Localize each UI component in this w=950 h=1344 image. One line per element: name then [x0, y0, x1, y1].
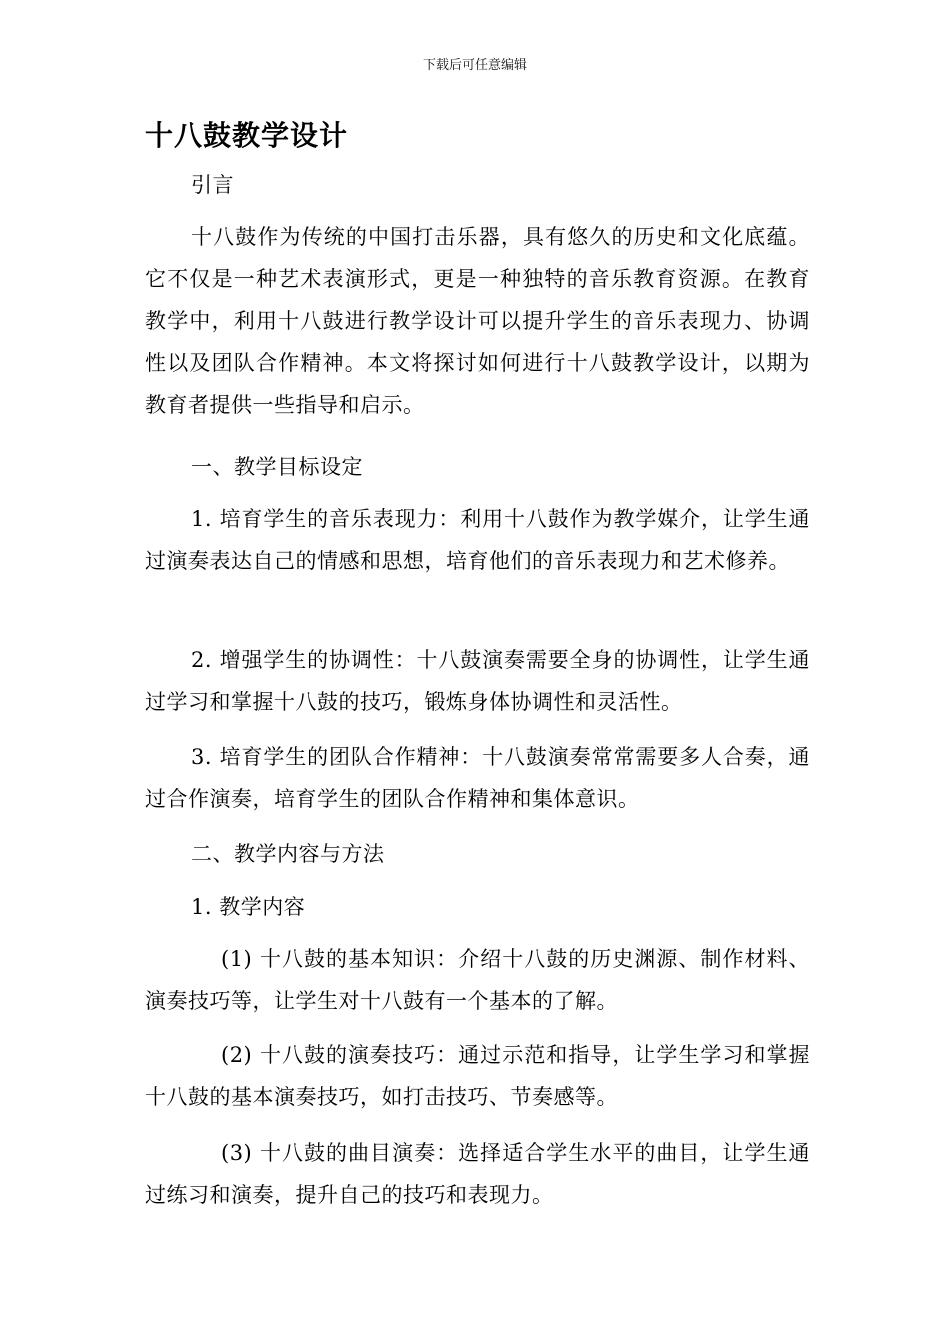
intro-heading: 引言 — [191, 173, 234, 197]
content-item-1: (1) 十八鼓的基本知识：介绍十八鼓的历史渊源、制作材料、演奏技巧等，让学生对十八鼓有一个基本的了解。 — [145, 947, 810, 1013]
document-title: 十八鼓教学设计 — [145, 119, 349, 152]
subheading-content: 1. 教学内容 — [191, 895, 306, 919]
section-heading-goals: 一、教学目标设定 — [191, 455, 363, 479]
content-item-3: (3) 十八鼓的曲目演奏：选择适合学生水平的曲目，让学生通过练习和演奏，提升自己的技巧和表现力。 — [145, 1141, 810, 1207]
goal-item-2: 2. 增强学生的协调性：十八鼓演奏需要全身的协调性，让学生通过学习和掌握十八鼓的技巧，锻炼身体协调性和灵活性。 — [145, 648, 810, 714]
intro-paragraph: 十八鼓作为传统的中国打击乐器，具有悠久的历史和文化底蕴。它不仅是一种艺术表演形式，更是一种独特的音乐教育资源。在教育教学中，利用十八鼓进行教学设计可以提升学生的音乐表现力、协调性以及团队合作精神。本文将探讨如何进行十八鼓教学设计，以期为教育者提供一些指导和启示。 — [145, 225, 810, 417]
content-item-2: (2) 十八鼓的演奏技巧：通过示范和指导，让学生学习和掌握十八鼓的基本演奏技巧，如打击技巧、节奏感等。 — [145, 1043, 810, 1109]
page-header-note: 下载后可任意编辑 — [422, 58, 527, 73]
goal-item-1: 1. 培育学生的音乐表现力：利用十八鼓作为教学媒介，让学生通过演奏表达自己的情感和思想，培育他们的音乐表现力和艺术修养。 — [145, 507, 810, 573]
section-heading-content-methods: 二、教学内容与方法 — [191, 842, 385, 866]
goal-item-3: 3. 培育学生的团队合作精神：十八鼓演奏常常需要多人合奏，通过合作演奏，培育学生的团队合作精神和集体意识。 — [145, 745, 810, 811]
